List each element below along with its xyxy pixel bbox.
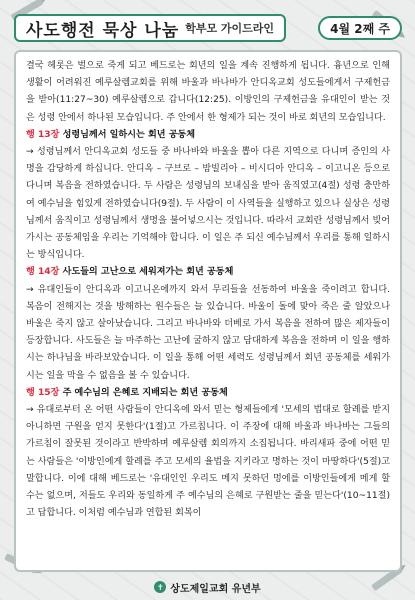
section-heading (26, 264, 390, 281)
section-title: 사도들의 고난으로 세워져가는 회년 공동체 (62, 267, 234, 278)
section-heading (26, 385, 390, 402)
section-title: 주 예수님의 은혜로 지배되는 회년 공동체 (62, 387, 228, 398)
section-body: → 성령님께서 안디옥교회 성도들 중 바나바와 바울을 뽑아 다른 지역으로 다니며 증인의 사명을 감당하게 하십니다. 안디옥 – 구브로 – 밤빌리아 – 비시디아 안디옥 – 이고니온 등으로 다니며 복음을 전하였습니다. 두 사람은 성령님의 보내심을 받아 움직였고(4절) 성령 충만하여 예수님을 힘있게 전하였습니다(9절). 두 사람이 이 사역들을 실행하고 있으나 실상은 성령님께서 움직이고 성령님께서 생명을 불어넣으시는 것입니다. 따라서 교회란 성령님께서 빚어가시는 공동체임을 우리는 기억해야 합니다. 이 일은 주 되신 예수님께서 우리를 통해 일하시는 방식입니다. (26, 147, 390, 261)
footer (0, 578, 415, 596)
section-number: 행 13장 (26, 129, 60, 140)
section-body: → 유대인들이 안디옥과 이고니온에까지 와서 무리들을 선동하여 바울을 죽이려고 합니다. 복음이 전해지는 것을 방해하는 원수들은 늘 있습니다. 바울이 돌에 맞아 죽은 줄 알았으나 바울은 죽지 않고 살아났습니다. 그리고 바나바와 더베로 가서 복음을 전하여 많은 제자들이 등장합니다. 사도들은 늘 마주하는 고난에 굴하지 않고 담대하게 복음을 전하며 이 일을 행하시는 하나님을 바라보았습니다. 이 일을 통해 어떤 세력도 성령님께서 회년 공동체를 세워가시는 일을 막을 수 없음을 볼 수 있습니다. (26, 284, 390, 381)
intro-paragraph: 결국 헤롯은 벌으로 죽게 되고 베드로는 회년의 일을 계속 진행하게 됩니다. 흉년으로 인해 생활이 어려워진 예루살렘교회를 위해 바울과 바나바가 안디옥교회 성도들에게서 구제헌금을 받아(11:27~30) 예루살렘으로 갑니다(12:25). 이방인의 구제헌금을 유대인이 받는 것은 성령 안에서 하나된 모습입니다. 주 안에서 한 형제가 되는 것이 바로 회년의 모습입니다. (26, 61, 390, 123)
section-number: 행 15장 (26, 387, 60, 398)
header (14, 12, 402, 44)
church-name: 상도제일교회 유년부 (170, 583, 261, 595)
section-title: 성령님께서 일하시는 회년 공동체 (62, 129, 196, 140)
title-box (14, 14, 286, 42)
section-number: 행 14장 (26, 267, 60, 278)
content-panel (14, 50, 402, 572)
section-heading (26, 127, 390, 144)
page-title: 사도행전 묵상 나눔 (26, 20, 180, 41)
section-body: → 유대로부터 온 어떤 사람들이 안디옥에 와서 믿는 형제들에게 '모세의 법대로 할례를 받지 아니하면 구원을 얻지 못한다'(1절)고 가르칩니다. 이 주장에 대해 바울과 바나바는 그들의 가르침이 잘못된 것이라고 반박하며 예루살렘 회의까지 소집됩니다. 바리새파 중에 어떤 믿는 사람들은 '이방인에게 할례를 주고 모세의 율법을 지키라고 명하는 것이 마땅하다'(5절)고 말합니다. 이에 대해 베드로는 '유대인인 우리도 메지 못하던 멍에를 이방인들에게 메게 할 수는 없으며, 저들도 우리와 동일하게 주 예수님의 은혜로 구원받는 줄을 믿는다'(10~11절)고 답합니다. 이처럼 예수님과 연합된 회복이 (26, 405, 390, 519)
church-logo-icon: ✝ (154, 581, 166, 593)
week-badge: 4월 2째 주 (318, 16, 402, 40)
page-subtitle: 학부모 가이드라인 (185, 22, 275, 35)
